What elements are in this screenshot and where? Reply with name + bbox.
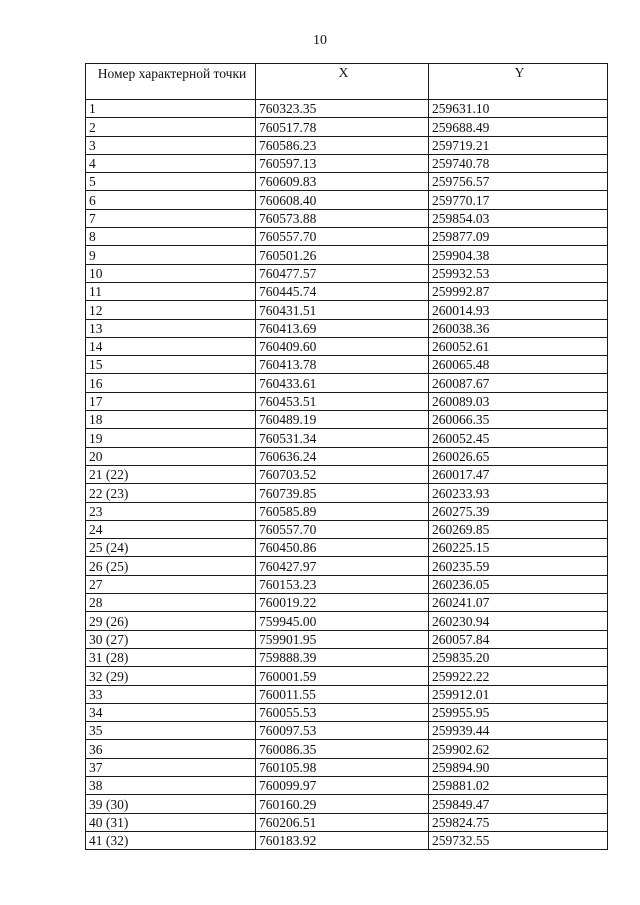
- point-number-cell: 22 (23): [86, 484, 256, 502]
- point-number-cell: 11: [86, 282, 256, 300]
- x-coordinate-cell: 760636.24: [256, 447, 429, 465]
- x-coordinate-cell: 760450.86: [256, 539, 429, 557]
- point-number-cell: 10: [86, 264, 256, 282]
- x-coordinate-cell: 760501.26: [256, 246, 429, 264]
- table-row: [86, 447, 608, 465]
- y-coordinate-cell: 259902.62: [429, 740, 608, 758]
- table-row: [86, 575, 608, 593]
- table-row: [86, 246, 608, 264]
- table-row: [86, 209, 608, 227]
- y-coordinate-cell: 259932.53: [429, 264, 608, 282]
- table-row: [86, 337, 608, 355]
- point-number-cell: 14: [86, 337, 256, 355]
- point-number-cell: 29 (26): [86, 612, 256, 630]
- x-coordinate-cell: 760019.22: [256, 594, 429, 612]
- point-number-cell: 25 (24): [86, 539, 256, 557]
- x-coordinate-cell: 759888.39: [256, 648, 429, 666]
- y-coordinate-cell: 260066.35: [429, 411, 608, 429]
- table-header-row: [86, 64, 608, 100]
- point-number-cell: 30 (27): [86, 630, 256, 648]
- table-row: [86, 813, 608, 831]
- table-row: [86, 100, 608, 118]
- y-coordinate-cell: 259877.09: [429, 228, 608, 246]
- page-number: 10: [313, 33, 327, 48]
- y-coordinate-cell: 260052.61: [429, 337, 608, 355]
- x-coordinate-cell: 760557.70: [256, 520, 429, 538]
- y-coordinate-cell: 260275.39: [429, 502, 608, 520]
- x-coordinate-cell: 760585.89: [256, 502, 429, 520]
- point-number-cell: 38: [86, 776, 256, 794]
- point-number-cell: 39 (30): [86, 795, 256, 813]
- x-coordinate-cell: 760489.19: [256, 411, 429, 429]
- table-row: [86, 154, 608, 172]
- point-number-cell: 17: [86, 392, 256, 410]
- x-coordinate-cell: 760413.69: [256, 319, 429, 337]
- table-row: [86, 173, 608, 191]
- table-row: [86, 429, 608, 447]
- y-coordinate-cell: 260089.03: [429, 392, 608, 410]
- y-coordinate-cell: 259688.49: [429, 118, 608, 136]
- y-coordinate-cell: 259894.90: [429, 758, 608, 776]
- table-row: [86, 191, 608, 209]
- point-number-cell: 23: [86, 502, 256, 520]
- table-row: [86, 136, 608, 154]
- point-number-cell: 8: [86, 228, 256, 246]
- table-row: [86, 685, 608, 703]
- y-coordinate-cell: 260052.45: [429, 429, 608, 447]
- table-row: [86, 392, 608, 410]
- y-coordinate-cell: 259849.47: [429, 795, 608, 813]
- point-number-cell: 3: [86, 136, 256, 154]
- y-coordinate-cell: 260057.84: [429, 630, 608, 648]
- table-row: [86, 465, 608, 483]
- point-number-cell: 2: [86, 118, 256, 136]
- y-coordinate-cell: 260241.07: [429, 594, 608, 612]
- x-coordinate-cell: 760433.61: [256, 374, 429, 392]
- table-row: [86, 411, 608, 429]
- y-coordinate-cell: 260026.65: [429, 447, 608, 465]
- table-row: [86, 758, 608, 776]
- point-number-cell: 21 (22): [86, 465, 256, 483]
- x-coordinate-cell: 759945.00: [256, 612, 429, 630]
- coordinates-table: [85, 63, 608, 850]
- x-coordinate-cell: 760105.98: [256, 758, 429, 776]
- y-coordinate-cell: 260236.05: [429, 575, 608, 593]
- x-coordinate-cell: 760323.35: [256, 100, 429, 118]
- table-row: [86, 374, 608, 392]
- y-coordinate-cell: 259992.87: [429, 282, 608, 300]
- point-number-cell: 27: [86, 575, 256, 593]
- x-coordinate-cell: 760001.59: [256, 667, 429, 685]
- y-coordinate-cell: 259912.01: [429, 685, 608, 703]
- table-row: [86, 722, 608, 740]
- y-coordinate-cell: 259955.95: [429, 703, 608, 721]
- y-coordinate-cell: 260233.93: [429, 484, 608, 502]
- y-coordinate-cell: 260269.85: [429, 520, 608, 538]
- table-row: [86, 502, 608, 520]
- point-number-cell: 24: [86, 520, 256, 538]
- table-row: [86, 594, 608, 612]
- table-row: [86, 776, 608, 794]
- table-row: [86, 228, 608, 246]
- table-row: [86, 539, 608, 557]
- x-coordinate-cell: 760097.53: [256, 722, 429, 740]
- x-coordinate-cell: 760557.70: [256, 228, 429, 246]
- x-coordinate-cell: 760453.51: [256, 392, 429, 410]
- table-row: [86, 118, 608, 136]
- x-coordinate-cell: 760477.57: [256, 264, 429, 282]
- y-coordinate-cell: 259631.10: [429, 100, 608, 118]
- x-coordinate-cell: 760099.97: [256, 776, 429, 794]
- y-coordinate-cell: 259881.02: [429, 776, 608, 794]
- x-coordinate-cell: 760413.78: [256, 356, 429, 374]
- header-x: X: [256, 64, 429, 100]
- table-row: [86, 484, 608, 502]
- point-number-cell: 9: [86, 246, 256, 264]
- y-coordinate-cell: 259904.38: [429, 246, 608, 264]
- table-row: [86, 795, 608, 813]
- x-coordinate-cell: 760427.97: [256, 557, 429, 575]
- table-row: [86, 667, 608, 685]
- x-coordinate-cell: 760531.34: [256, 429, 429, 447]
- point-number-cell: 13: [86, 319, 256, 337]
- point-number-cell: 40 (31): [86, 813, 256, 831]
- y-coordinate-cell: 259824.75: [429, 813, 608, 831]
- point-number-cell: 19: [86, 429, 256, 447]
- table-row: [86, 703, 608, 721]
- point-number-cell: 33: [86, 685, 256, 703]
- point-number-cell: 15: [86, 356, 256, 374]
- table-row: [86, 648, 608, 666]
- y-coordinate-cell: 260065.48: [429, 356, 608, 374]
- x-coordinate-cell: 760445.74: [256, 282, 429, 300]
- y-coordinate-cell: 260230.94: [429, 612, 608, 630]
- point-number-cell: 32 (29): [86, 667, 256, 685]
- table-row: [86, 319, 608, 337]
- point-number-cell: 36: [86, 740, 256, 758]
- table-row: [86, 612, 608, 630]
- x-coordinate-cell: 760183.92: [256, 831, 429, 849]
- point-number-cell: 41 (32): [86, 831, 256, 849]
- table-row: [86, 630, 608, 648]
- x-coordinate-cell: 760055.53: [256, 703, 429, 721]
- x-coordinate-cell: 759901.95: [256, 630, 429, 648]
- y-coordinate-cell: 259939.44: [429, 722, 608, 740]
- y-coordinate-cell: 259835.20: [429, 648, 608, 666]
- y-coordinate-cell: 260225.15: [429, 539, 608, 557]
- table-row: [86, 301, 608, 319]
- point-number-cell: 37: [86, 758, 256, 776]
- table-body: [86, 100, 608, 850]
- x-coordinate-cell: 760597.13: [256, 154, 429, 172]
- x-coordinate-cell: 760573.88: [256, 209, 429, 227]
- x-coordinate-cell: 760703.52: [256, 465, 429, 483]
- table-row: [86, 356, 608, 374]
- x-coordinate-cell: 760586.23: [256, 136, 429, 154]
- y-coordinate-cell: 259922.22: [429, 667, 608, 685]
- x-coordinate-cell: 760160.29: [256, 795, 429, 813]
- point-number-cell: 16: [86, 374, 256, 392]
- y-coordinate-cell: 259770.17: [429, 191, 608, 209]
- y-coordinate-cell: 260017.47: [429, 465, 608, 483]
- point-number-cell: 1: [86, 100, 256, 118]
- x-coordinate-cell: 760011.55: [256, 685, 429, 703]
- table-row: [86, 831, 608, 849]
- y-coordinate-cell: 260235.59: [429, 557, 608, 575]
- y-coordinate-cell: 260087.67: [429, 374, 608, 392]
- point-number-cell: 35: [86, 722, 256, 740]
- y-coordinate-cell: 259854.03: [429, 209, 608, 227]
- y-coordinate-cell: 260038.36: [429, 319, 608, 337]
- x-coordinate-cell: 760153.23: [256, 575, 429, 593]
- header-point-number: Номер характерной точки: [86, 64, 256, 100]
- point-number-cell: 6: [86, 191, 256, 209]
- x-coordinate-cell: 760086.35: [256, 740, 429, 758]
- y-coordinate-cell: 259732.55: [429, 831, 608, 849]
- point-number-cell: 4: [86, 154, 256, 172]
- table-row: [86, 282, 608, 300]
- x-coordinate-cell: 760609.83: [256, 173, 429, 191]
- point-number-cell: 34: [86, 703, 256, 721]
- x-coordinate-cell: 760608.40: [256, 191, 429, 209]
- point-number-cell: 18: [86, 411, 256, 429]
- header-y: Y: [429, 64, 608, 100]
- table-row: [86, 264, 608, 282]
- point-number-cell: 20: [86, 447, 256, 465]
- point-number-cell: 28: [86, 594, 256, 612]
- y-coordinate-cell: 259740.78: [429, 154, 608, 172]
- point-number-cell: 7: [86, 209, 256, 227]
- point-number-cell: 31 (28): [86, 648, 256, 666]
- x-coordinate-cell: 760431.51: [256, 301, 429, 319]
- point-number-cell: 26 (25): [86, 557, 256, 575]
- table-row: [86, 520, 608, 538]
- x-coordinate-cell: 760739.85: [256, 484, 429, 502]
- y-coordinate-cell: 259756.57: [429, 173, 608, 191]
- x-coordinate-cell: 760517.78: [256, 118, 429, 136]
- point-number-cell: 12: [86, 301, 256, 319]
- point-number-cell: 5: [86, 173, 256, 191]
- x-coordinate-cell: 760409.60: [256, 337, 429, 355]
- table-row: [86, 557, 608, 575]
- x-coordinate-cell: 760206.51: [256, 813, 429, 831]
- table-row: [86, 740, 608, 758]
- y-coordinate-cell: 260014.93: [429, 301, 608, 319]
- y-coordinate-cell: 259719.21: [429, 136, 608, 154]
